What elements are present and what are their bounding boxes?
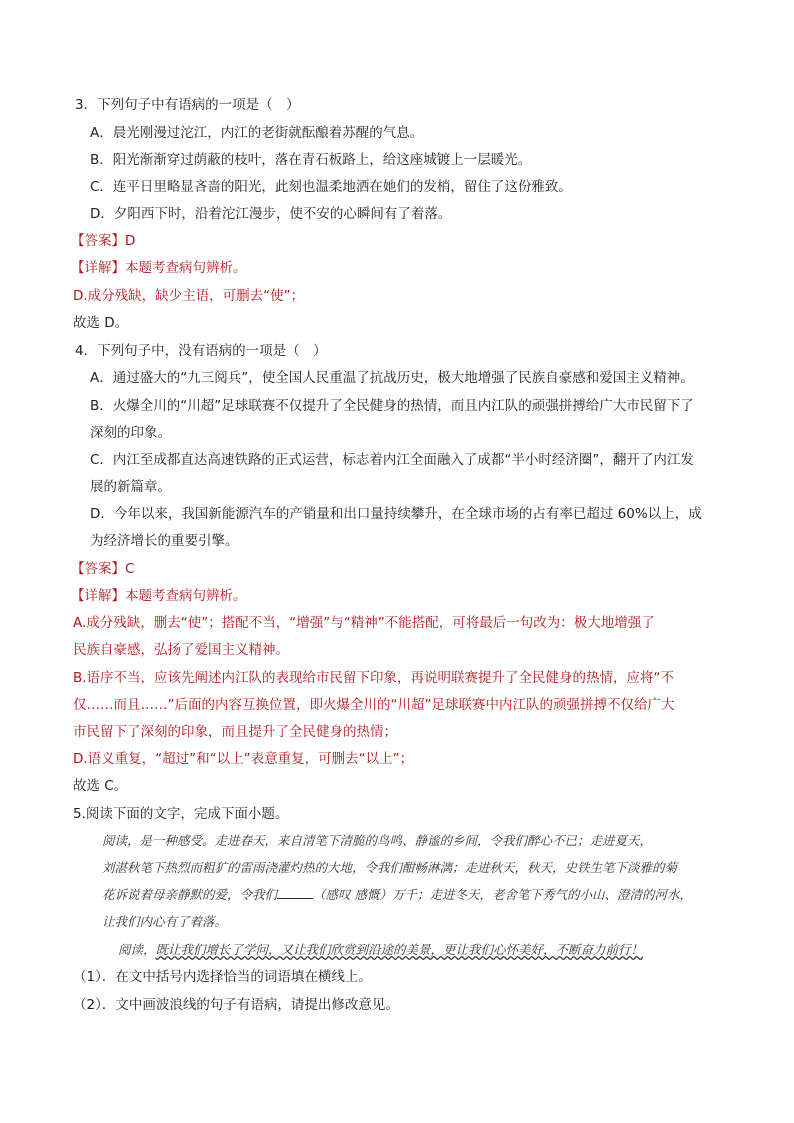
q3-option-a: A．晨光刚漫过沱江，内江的老街就酝酿着苏醒的气息。 [90, 125, 424, 141]
q4-answer [71, 560, 134, 578]
q4-option-c: C．内江至成都直达高速铁路的正式运营，标志着内江全面融入了成都“半小时经济圈”，翻开了内江发 [90, 452, 694, 468]
q4-detail-label: 【详解】 [71, 588, 125, 604]
q3-explanation-line: D.成分残缺，缺少主语，可删去“使”； [73, 288, 305, 304]
q4-option-d-cont: 为经济增长的重要引擎。 [90, 533, 239, 549]
q3-option-d: D．夕阳西下时，沿着沱江漫步，使不安的心瞬间有了着落。 [90, 206, 452, 222]
q5-stem: 5.阅读下面的文字，完成下面小题。 [73, 806, 289, 822]
q5-passage-text: 花诉说着母亲静默的爱，令我们 [102, 887, 278, 902]
q4-option-a: A．通过盛大的“九三阅兵”，使全国人民重温了抗战历史，极大地增强了民族自豪感和爱国主义精神。 [90, 370, 694, 386]
q4-detail [71, 587, 247, 605]
q4-explanation-b-cont2: 市民留下了深刻的印象，而且提升了全民健身的热情； [73, 724, 397, 740]
q5-fill-blank[interactable] [277, 886, 313, 899]
q4-explanation-a: A.成分残缺，删去“使”；搭配不当，“增强”与“精神”不能搭配，可将最后一句改为：极大地增强了 [73, 615, 655, 631]
q5-passage-line: 让我们内心有了着落。 [102, 914, 228, 929]
q4-explanation-a-cont: 民族自豪感，弘扬了爱国主义精神。 [73, 642, 289, 658]
q5-passage-last [118, 941, 643, 959]
q4-detail-text: 本题考查病句辨析。 [125, 588, 247, 604]
q3-detail [71, 259, 247, 277]
q4-answer-label: 【答案】 [71, 561, 125, 577]
q5-sub-1: （1）．在文中括号内选择恰当的词语填在横线上。 [73, 969, 372, 985]
q4-answer-value: C [125, 561, 135, 577]
q4-option-c-cont: 展的新篇章。 [90, 479, 171, 495]
q5-sub-2: （2）．文中画波浪线的句子有语病，请提出修改意见。 [73, 997, 399, 1013]
q3-option-b: B．阳光渐渐穿过荫蔽的枝叶，落在青石板路上，给这座城镀上一层暖光。 [90, 152, 532, 168]
q4-stem: 4．下列句子中，没有语病的一项是（ ） [75, 343, 327, 359]
q3-answer-label: 【答案】 [71, 233, 125, 249]
q3-answer-value: D [125, 233, 136, 249]
q4-option-b-cont: 深刻的印象。 [90, 425, 171, 441]
q3-detail-label: 【详解】 [71, 260, 125, 276]
q5-passage-lead: 阅读， [118, 942, 156, 957]
q3-stem: 3．下列句子中有语病的一项是（ ） [75, 97, 300, 113]
q5-passage-line: 阅读，是一种感受。走进春天，来自清笔下清脆的鸟鸣、静谧的乡间，令我们醉心不已；走进夏天， [102, 833, 653, 848]
q4-option-d: D．今年以来，我国新能源汽车的产销量和出口量持续攀升，在全球市场的占有率已超过 60%以上，成 [90, 506, 702, 522]
q5-wavy-sentence: 既让我们增长了学问，又让我们欣赏到沿途的美景，更让我们心怀美好，不断奋力前行！ [155, 942, 644, 957]
q5-passage-line: 刘湛秋笔下热烈而粗犷的雷雨浇灌灼热的大地，令我们酣畅淋漓；走进秋天，秋天，史铁生笔下淡雅的菊 [102, 860, 678, 875]
q3-conclusion: 故选 D。 [73, 315, 129, 331]
q4-explanation-b-cont1: 仅……而且……”后面的内容互换位置，即火爆全川的“川超”足球联赛中内江队的顽强拼搏不仅给广大 [73, 697, 675, 713]
q4-conclusion: 故选 C。 [73, 778, 128, 794]
q3-detail-text: 本题考查病句辨析。 [125, 260, 247, 276]
q5-passage-text: （感叹 感慨）万千；走进冬天，老舍笔下秀气的小山、澄清的河水， [313, 887, 692, 902]
q4-option-b: B．火爆全川的“川超”足球联赛不仅提升了全民健身的热情，而且内江队的顽强拼搏给广大市民留下了 [90, 398, 694, 414]
q4-explanation-b: B.语序不当，应该先阐述内江队的表现给市民留下印象，再说明联赛提升了全民健身的热情，应将“不 [73, 670, 675, 686]
q3-answer [71, 232, 135, 250]
q3-option-c: C．连平日里略显吝啬的阳光，此刻也温柔地洒在她们的发梢，留住了这份雅致。 [90, 179, 572, 195]
q4-explanation-d: D.语义重复，“超过”和“以上”表意重复，可删去“以上”； [73, 751, 414, 767]
q5-passage-line-blank [102, 886, 692, 904]
